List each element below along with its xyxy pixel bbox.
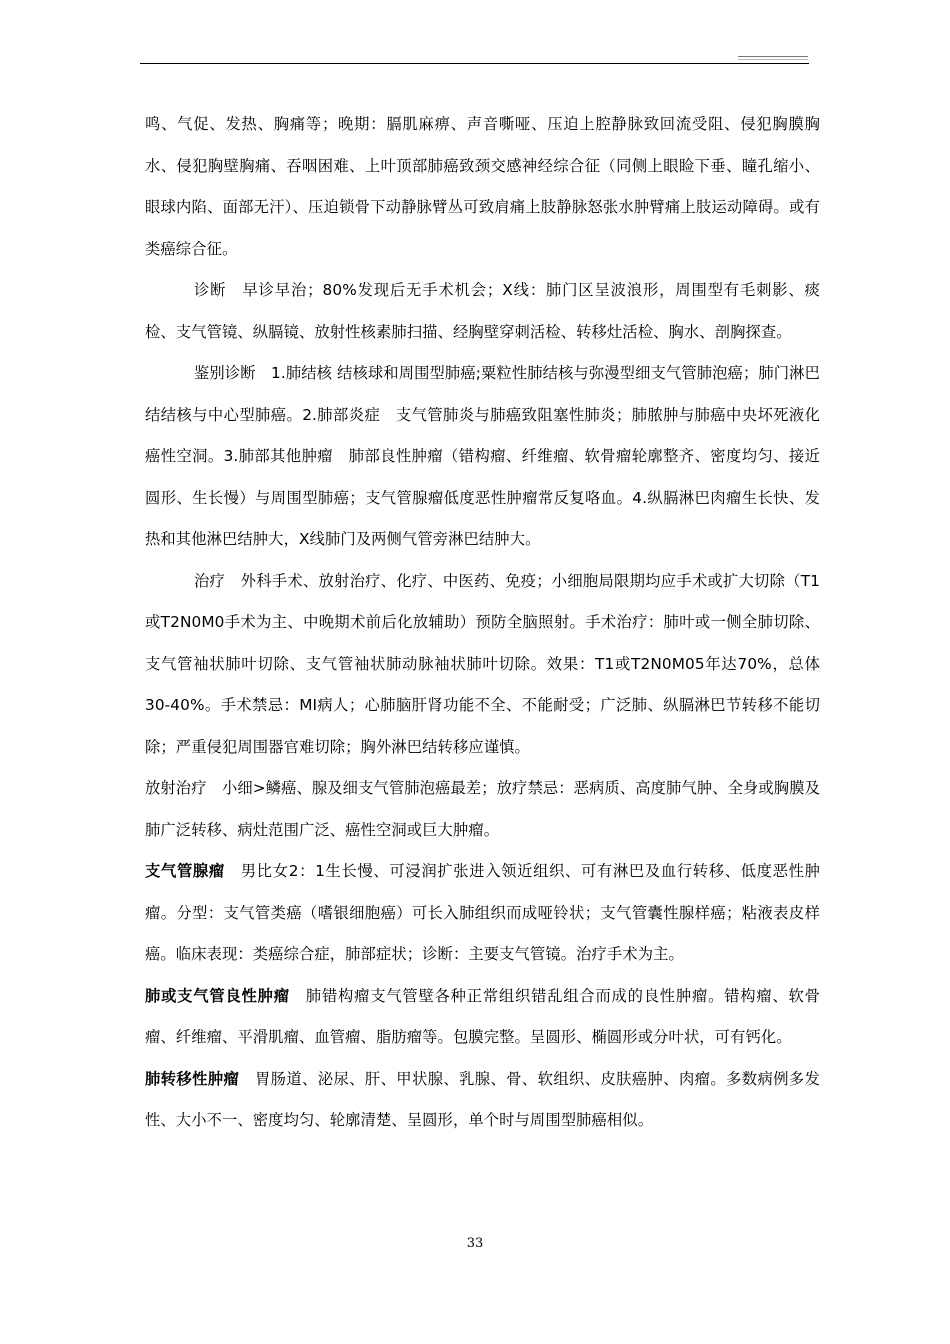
paragraph-treatment: 治疗 外科手术、放射治疗、化疗、中医药、免疫；小细胞局限期均应手术或扩大切除（T1或T2N0M0手术为主、中晚期术前后化放辅助）预防全脑照射。手术治疗：肺叶或一侧全肺切除、支气管袖状肺叶切除、支气管袖状肺动脉袖状肺叶切除。效果：T1或T2N0M05年达70%，总体30-40%。手术禁忌：MI病人；心肺脑肝肾功能不全、不能耐受；广泛肺、纵膈淋巴节转移不能切除；严重侵犯周围器官难切除；胸外淋巴结转移应谨慎。 xyxy=(145,571,820,756)
paragraph-benign-tumor: 肺或支气管良性肿瘤 肺错构瘤支气管壁各种正常组织错乱组合而成的良性肿瘤。错构瘤、软骨瘤、纤维瘤、平滑肌瘤、血管瘤、脂肪瘤等。包膜完整。呈圆形、椭圆形或分叶状，可有钙化。 xyxy=(145,986,820,1046)
header-mark-secondary xyxy=(738,59,808,60)
header-mark xyxy=(738,56,808,57)
paragraph-symptoms: 鸣、气促、发热、胸痛等；晚期：膈肌麻痹、声音嘶哑、压迫上腔静脉致回流受阻、侵犯胸膜胸水、侵犯胸壁胸痛、吞咽困难、上叶顶部肺癌致颈交感神经综合征（同侧上眼睑下垂、瞳孔缩小、眼球内陷、面部无汗）、压迫锁骨下动静脉臂丛可致肩痛上肢静脉怒张水肿臂痛上肢运动障碍。或有类癌综合征。 xyxy=(145,115,820,258)
document-body xyxy=(145,104,820,1142)
term-benign-tumor: 肺或支气管良性肿瘤 xyxy=(145,986,290,1005)
paragraph-diagnosis: 诊断 早诊早治；80%发现后无手术机会；X线：肺门区呈波浪形，周围型有毛刺影、痰检、支气管镜、纵膈镜、放射性核素肺扫描、经胸壁穿刺活检、转移灶活检、胸水、剖胸探查。 xyxy=(145,281,820,341)
term-bronchial-adenoma: 支气管腺瘤 xyxy=(145,862,225,880)
paragraph-differential-diagnosis: 鉴别诊断 1.肺结核 结核球和周围型肺癌;粟粒性肺结核与弥漫型细支气管肺泡癌；肺门淋巴结结核与中心型肺癌。2.肺部炎症 支气管肺炎与肺癌致阻塞性肺炎；肺脓肿与肺癌中央坏死液化癌性空洞。3.肺部其他肿瘤 肺部良性肿瘤（错构瘤、纤维瘤、软骨瘤轮廓整齐、密度均匀、接近圆形、生长慢）与周围型肺癌；支气管腺瘤低度恶性肿瘤常反复咯血。4.纵膈淋巴肉瘤生长快、发热和其他淋巴结肿大，X线肺门及两侧气管旁淋巴结肿大。 xyxy=(145,364,820,548)
term-metastatic-tumor: 肺转移性肿瘤 xyxy=(145,1069,240,1088)
paragraph-radiotherapy: 放射治疗 小细>鳞癌、腺及细支气管肺泡癌最差；放疗禁忌：恶病质、高度肺气肿、全身或胸膜及肺广泛转移、病灶范围广泛、癌性空洞或巨大肿瘤。 xyxy=(145,779,820,839)
header-rule xyxy=(140,63,809,64)
paragraph-bronchial-adenoma: 支气管腺瘤 男比女2：1生长慢、可浸润扩张进入领近组织、可有淋巴及血行转移、低度恶性肿瘤。分型：支气管类癌（嗜银细胞癌）可长入肺组织而成哑铃状；支气管囊性腺样癌；粘液表皮样癌。临床表现：类癌综合症，肺部症状；诊断：主要支气管镜。治疗手术为主。 xyxy=(145,862,820,963)
page-number: 33 xyxy=(466,1236,484,1251)
paragraph-metastatic-tumor: 肺转移性肿瘤 胃肠道、泌尿、肝、甲状腺、乳腺、骨、软组织、皮肤癌肿、肉瘤。多数病例多发性、大小不一、密度均匀、轮廓清楚、呈圆形，单个时与周围型肺癌相似。 xyxy=(145,1069,820,1129)
